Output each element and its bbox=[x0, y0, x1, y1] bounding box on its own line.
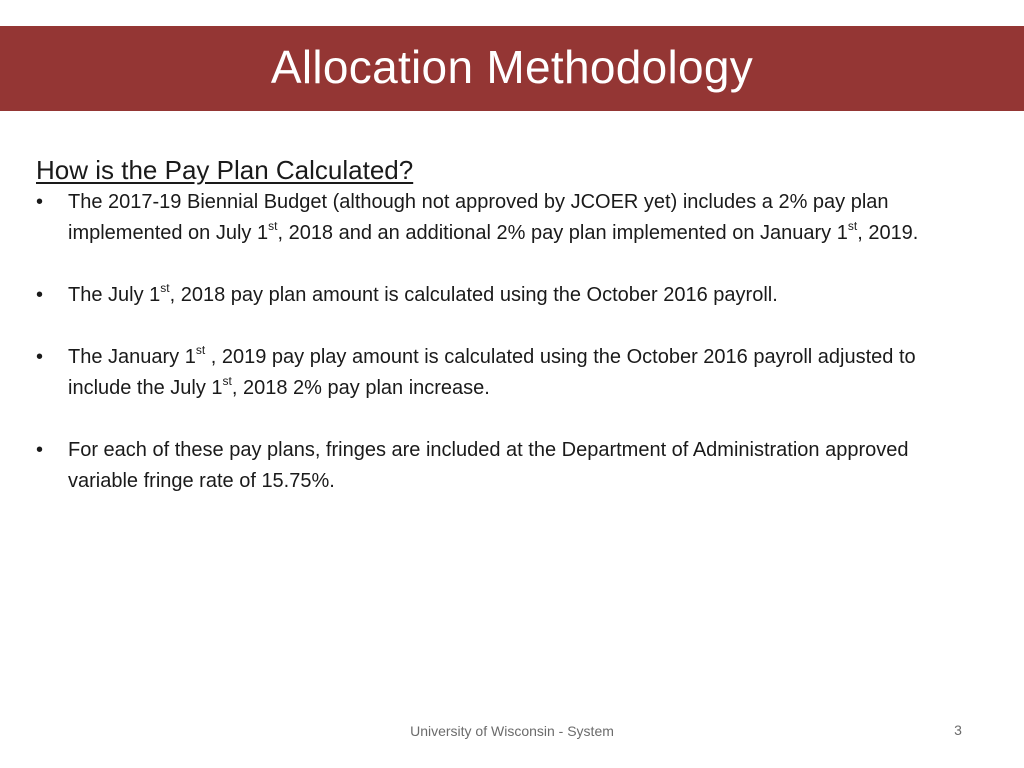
bullet-text: The January 1 bbox=[68, 346, 196, 368]
bullet-icon: • bbox=[36, 284, 44, 306]
bullet-icon: • bbox=[36, 346, 44, 368]
bullet-item bbox=[36, 435, 976, 497]
title-bar bbox=[0, 26, 1024, 111]
ordinal-suffix: st bbox=[222, 374, 232, 388]
bullet-list bbox=[36, 187, 976, 497]
bullet-text: The July 1 bbox=[68, 284, 161, 306]
bullet-text: For each of these pay plans, fringes are included at the Department of Administration approved variable fringe rate of 15.75%. bbox=[68, 439, 909, 492]
bullet-item bbox=[36, 187, 976, 249]
slide-title: Allocation Methodology bbox=[270, 40, 754, 93]
ordinal-suffix: st bbox=[268, 219, 278, 233]
ordinal-suffix: st bbox=[195, 343, 206, 357]
bullet-text: , 2019 pay play amount is calculated using the October 2016 payroll adjusted to include the July 1 bbox=[68, 346, 916, 399]
page-number: 3 bbox=[954, 722, 962, 738]
slide-content bbox=[36, 153, 976, 528]
bullet-icon: • bbox=[36, 439, 44, 461]
bullet-text: , 2019. bbox=[857, 222, 919, 244]
subheading: How is the Pay Plan Calculated? bbox=[36, 155, 414, 185]
bullet-text: The 2017-19 Biennial Budget (although not approved by JCOER yet) includes a 2% pay plan implemented on July 1 bbox=[68, 191, 889, 244]
ordinal-suffix: st bbox=[847, 219, 858, 233]
bullet-icon: • bbox=[36, 191, 44, 213]
footer-text: University of Wisconsin - System bbox=[410, 723, 614, 739]
bullet-text: , 2018 and an additional 2% pay plan implemented on January 1 bbox=[277, 222, 848, 244]
bullet-item bbox=[36, 280, 976, 311]
ordinal-suffix: st bbox=[160, 281, 170, 295]
bullet-text: , 2018 2% pay plan increase. bbox=[231, 377, 490, 399]
bullet-text: , 2018 pay plan amount is calculated using the October 2016 payroll. bbox=[169, 284, 778, 306]
bullet-item bbox=[36, 342, 976, 404]
